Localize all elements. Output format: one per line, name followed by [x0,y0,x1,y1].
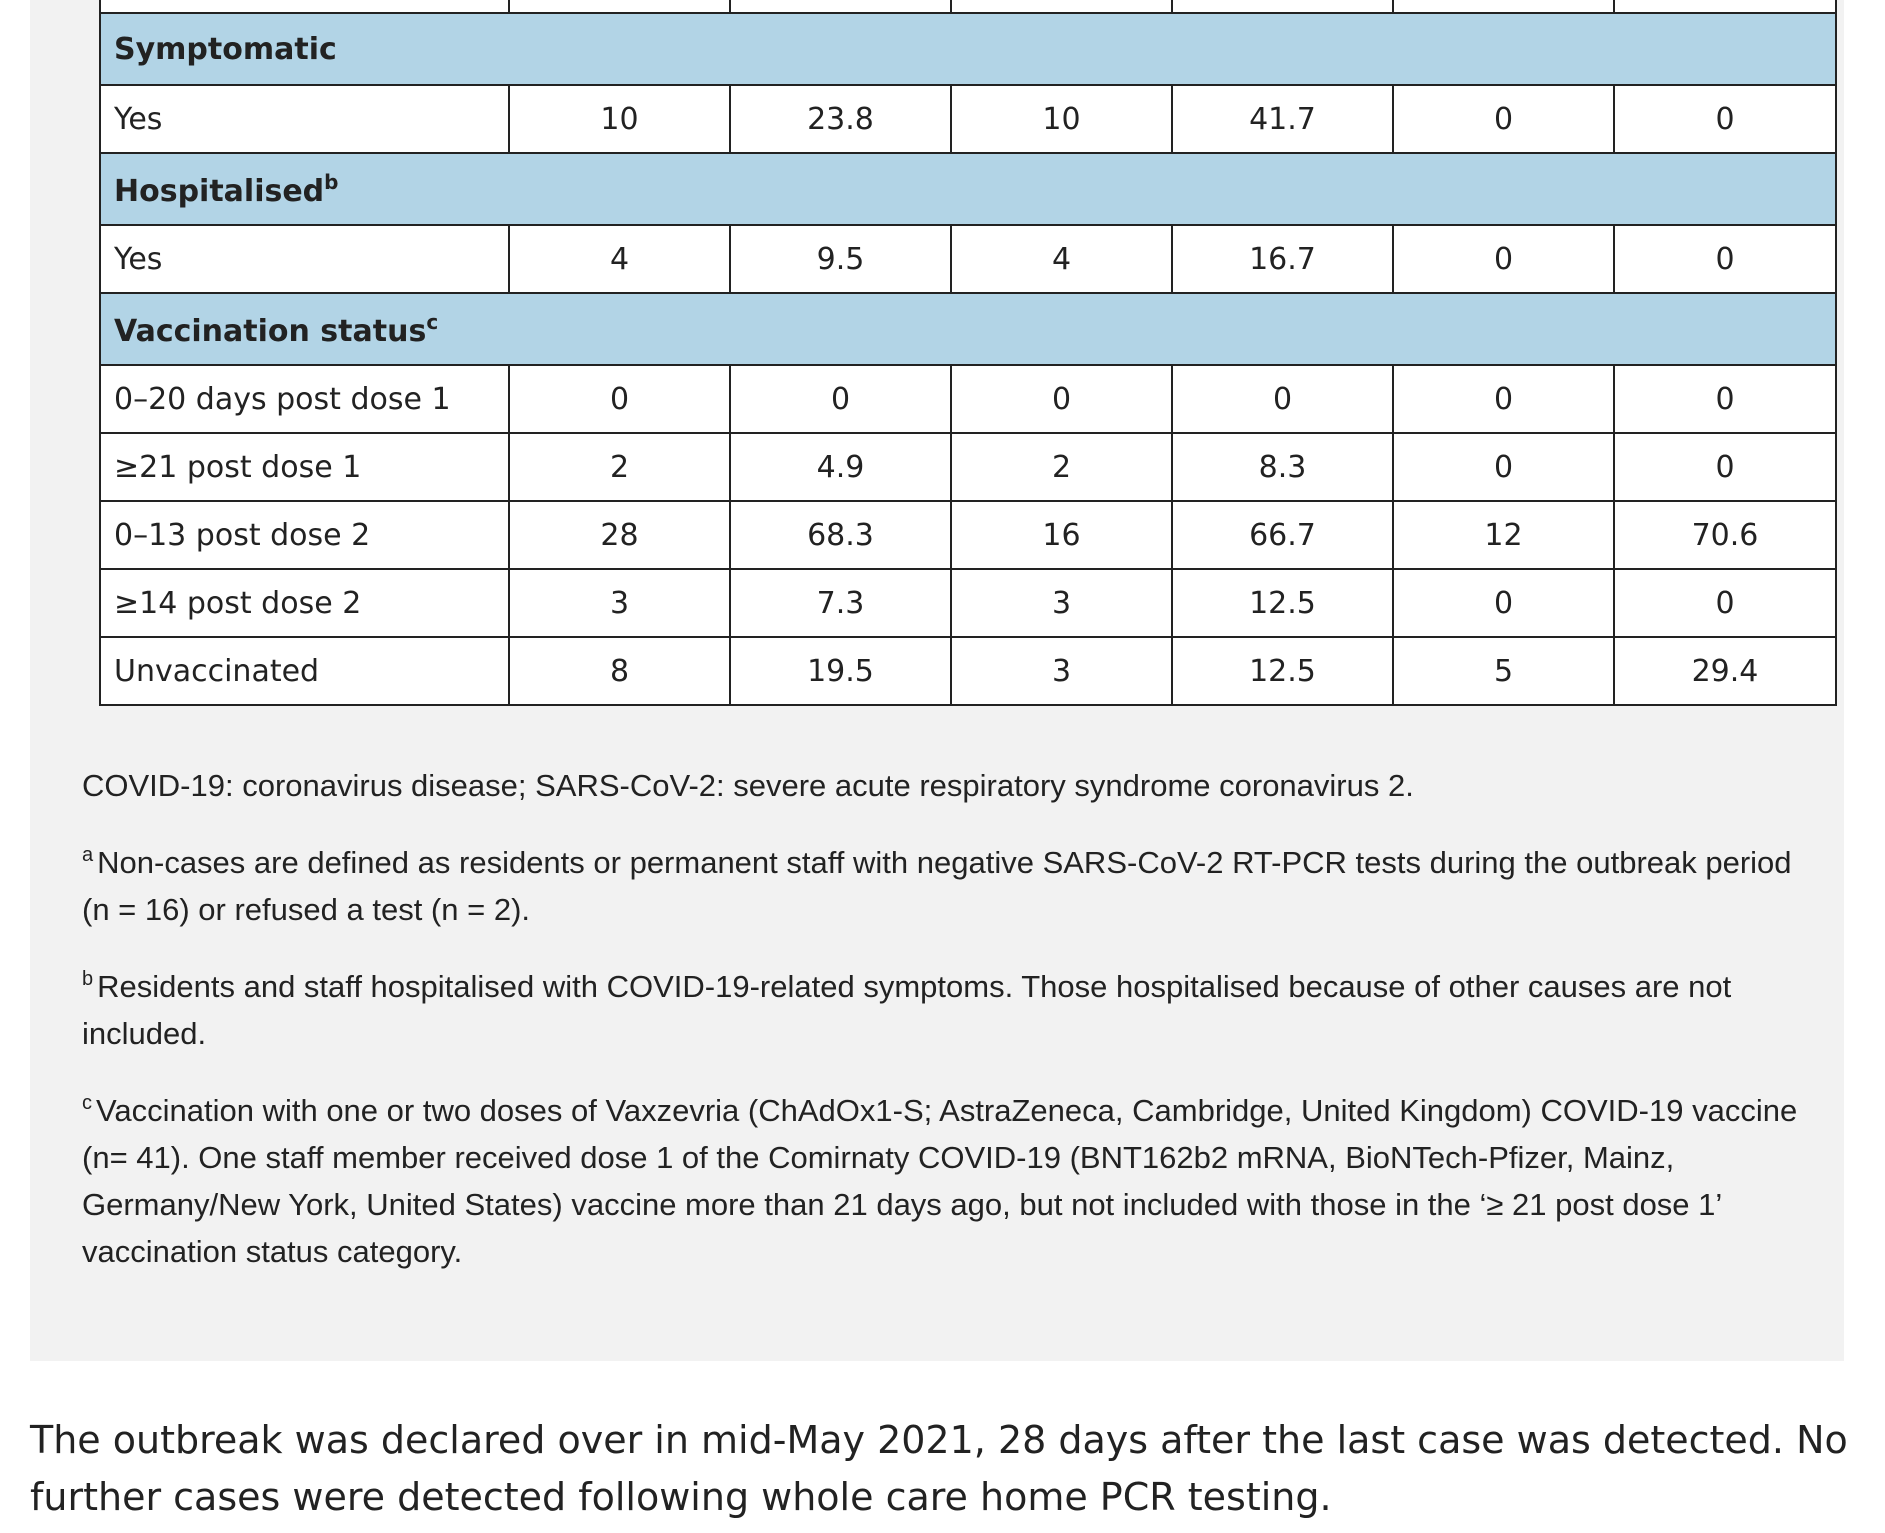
table-cell: 12.5 [1172,569,1393,637]
table-cell: 28 [509,501,730,569]
table-cell: 0 [1172,365,1393,433]
row-label: Yes [100,225,509,293]
footnote-a [82,832,1802,933]
table-cell: 4 [951,225,1172,293]
table-cell: 16 [951,501,1172,569]
table-cell: 9.5 [730,225,951,293]
table-row [100,225,1836,293]
footnote-c [82,1080,1802,1275]
table-cell: 0 [1393,569,1614,637]
table-cell: 0 [951,365,1172,433]
section-title-text: Hospitalised [114,173,325,209]
table-cell: 0 [1614,365,1836,433]
footnote-marker: a [82,844,94,866]
table-row [100,365,1836,433]
footnote-text: Non-cases are defined as residents or permanent staff with negative SARS-CoV-2 RT-PCR tests during the outbreak period (n = 16) or refused a test (n = 2). [82,845,1792,927]
table-cell: 4.9 [730,433,951,501]
table-cell: 2 [509,433,730,501]
footnote-text: Vaccination with one or two doses of Vaxzevria (ChAdOx1-S; AstraZeneca, Cambridge, United Kingdom) COVID-19 vaccine (n= 41). One staff member received dose 1 of the Comirnaty COVID-19 (BNT162b2 mRNA, BioNTech-Pfizer, Mainz, Germany/New York, United States) vaccine more than 21 days ago, but not included with those in the ‘≥ 21 post dose 1’ vaccination status category. [82,1093,1798,1269]
table-cell: 29.4 [1614,637,1836,705]
table-cell: 7.3 [730,569,951,637]
closing-paragraph: The outbreak was declared over in mid-May 2021, 28 days after the last case was detected. No further cases were detected following whole care home PCR testing. [30,1418,1848,1519]
table-row [100,433,1836,501]
footnote-marker: b [324,169,339,194]
abbreviations-note: COVID-19: coronavirus disease; SARS-CoV-2: severe acute respiratory syndrome coronavirus 2. [82,768,1414,803]
table-cell: 8 [509,637,730,705]
row-label: ≥21 post dose 1 [100,433,509,501]
table-cell: 0 [730,365,951,433]
table-cell: 12.5 [1172,637,1393,705]
table-cell: 0 [1393,433,1614,501]
table-cell: 3 [951,637,1172,705]
footnote-marker: c [426,309,439,334]
table-cell: 0 [1614,85,1836,153]
table-cell: 0 [1614,225,1836,293]
section-header-row [100,13,1836,85]
table-cell: 0 [1614,433,1836,501]
row-label: Yes [100,85,509,153]
table-cell: 0 [509,365,730,433]
section-header-row [100,153,1836,225]
table-cell: 8.3 [1172,433,1393,501]
table-cell: 19.5 [730,637,951,705]
table-cell: 0 [1393,225,1614,293]
table-cell: 4 [509,225,730,293]
table-cell: 41.7 [1172,85,1393,153]
row-label: Unvaccinated [100,637,509,705]
table-cell: 66.7 [1172,501,1393,569]
row-label: 0–13 post dose 2 [100,501,509,569]
table-row [100,569,1836,637]
section-title-text: Symptomatic [114,31,337,67]
section-title-text: Vaccination status [114,313,427,349]
table-notes [82,762,1802,1298]
table-cell: 0 [1393,365,1614,433]
section-header-row [100,293,1836,365]
table-body [100,0,1836,705]
footnote-marker: b [82,968,94,990]
table-cell: 10 [951,85,1172,153]
footnote-marker: c [82,1092,92,1114]
section-title [100,293,1836,365]
table-cell: 12 [1393,501,1614,569]
section-title [100,153,1836,225]
footnotes-list [82,832,1802,1275]
row-label: 0–20 days post dose 1 [100,365,509,433]
table-top-row-edge [100,0,1836,13]
table-cell: 10 [509,85,730,153]
table-cell: 70.6 [1614,501,1836,569]
footnote-b [82,956,1802,1057]
table-row [100,85,1836,153]
table-cell: 16.7 [1172,225,1393,293]
table-cell: 2 [951,433,1172,501]
table-cell: 5 [1393,637,1614,705]
table-cell: 23.8 [730,85,951,153]
outbreak-characteristics-table [99,0,1837,706]
table-cell: 68.3 [730,501,951,569]
table-cell: 0 [1393,85,1614,153]
table-cell: 3 [951,569,1172,637]
table-row [100,637,1836,705]
table-cell: 0 [1614,569,1836,637]
footnote-text: Residents and staff hospitalised with COVID-19-related symptoms. Those hospitalised because of other causes are not included. [82,969,1732,1051]
row-label: ≥14 post dose 2 [100,569,509,637]
table-row [100,501,1836,569]
table-cell: 3 [509,569,730,637]
section-title [100,13,1836,85]
